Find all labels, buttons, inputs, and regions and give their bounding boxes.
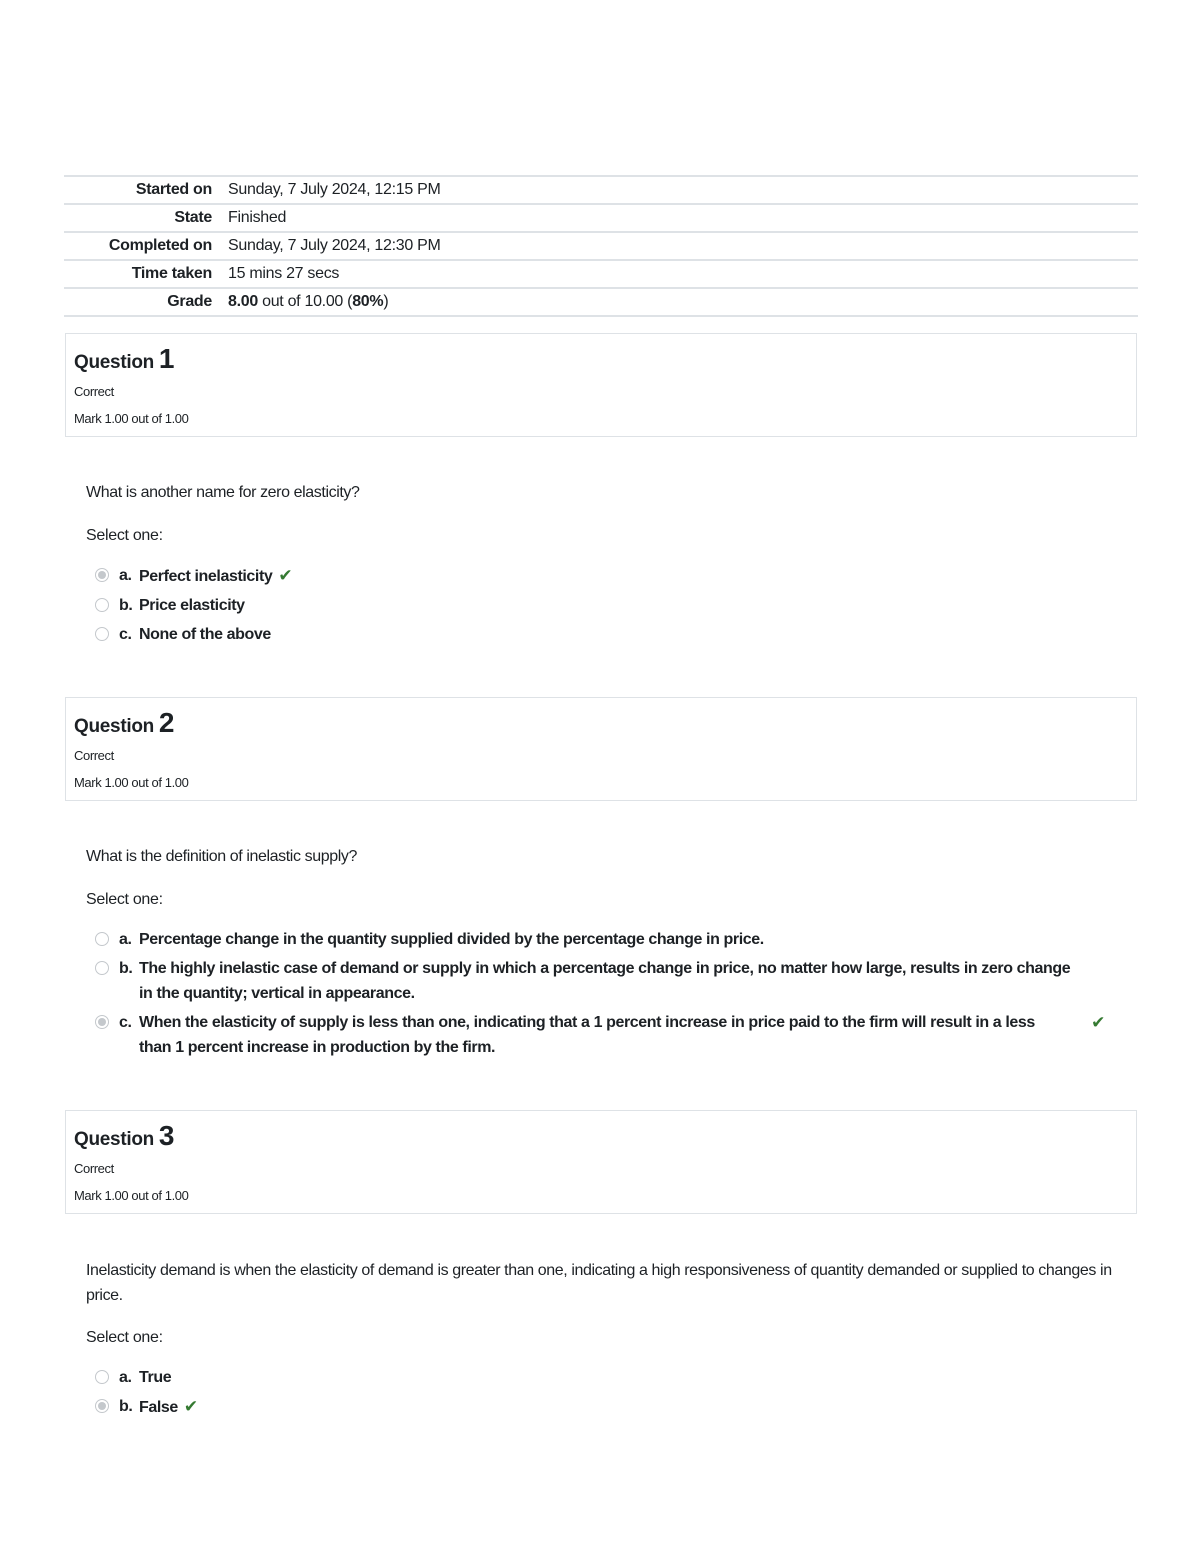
- summary-value: Finished: [228, 209, 287, 226]
- radio-icon[interactable]: [95, 932, 109, 946]
- option-letter: a.: [119, 1369, 132, 1386]
- option-text-wrap: [139, 1394, 1115, 1420]
- question-1-text: What is another name for zero elasticity?: [86, 484, 360, 501]
- question-grade: Mark 1.00 out of 1.00: [74, 1188, 189, 1203]
- question-2-answers: [95, 927, 1115, 1064]
- question-state: Correct: [74, 384, 114, 399]
- summary-value: 15 mins 27 secs: [228, 265, 340, 282]
- answer-option[interactable]: [95, 1365, 1115, 1390]
- grade-percent: 80%: [352, 293, 384, 310]
- option-text: When the elasticity of supply is less than one, indicating that a 1 percent increase in price paid to the firm will result in a less than 1 percent increase in production by the firm.: [139, 1014, 1035, 1056]
- question-grade: Mark 1.00 out of 1.00: [74, 775, 189, 790]
- radio-icon[interactable]: [95, 1370, 109, 1384]
- grade-suffix: out of 10.00 (: [257, 293, 353, 310]
- option-letter: a.: [119, 567, 132, 584]
- answer-option[interactable]: [95, 593, 1115, 618]
- summary-label: Grade: [167, 293, 212, 310]
- radio-icon[interactable]: [95, 1399, 109, 1413]
- summary-row-grade: [64, 288, 1138, 316]
- answer-option[interactable]: [95, 563, 1115, 589]
- summary-label: State: [174, 209, 212, 226]
- grade-score: 8.00: [228, 293, 258, 310]
- radio-icon[interactable]: [95, 1015, 109, 1029]
- summary-grade-value: [228, 288, 1138, 316]
- option-text: Perfect inelasticity: [139, 568, 273, 585]
- question-number: [74, 1119, 1128, 1157]
- answer-option[interactable]: [95, 622, 1115, 647]
- option-letter: b.: [119, 597, 133, 614]
- summary-value: Sunday, 7 July 2024, 12:15 PM: [228, 181, 441, 198]
- summary-label: Started on: [135, 181, 212, 198]
- select-one-prompt: Select one:: [86, 1329, 163, 1346]
- question-num: 1: [158, 343, 175, 374]
- answer-option[interactable]: [95, 956, 1115, 1006]
- option-text: True: [139, 1369, 172, 1386]
- option-text: The highly inelastic case of demand or supply in which a percentage change in price, no matter how large, results in zero change in the quantity; vertical in appearance.: [139, 960, 1071, 1002]
- check-icon: ✔: [1091, 1013, 1105, 1032]
- question-state: Correct: [74, 1161, 114, 1176]
- check-icon: ✔: [278, 566, 293, 585]
- select-one-prompt: Select one:: [86, 891, 163, 908]
- summary-row-state: [64, 204, 1138, 232]
- question-3-answers: [95, 1365, 1115, 1424]
- radio-icon[interactable]: [95, 961, 109, 975]
- option-text: None of the above: [139, 626, 271, 643]
- answer-option[interactable]: [95, 1010, 1115, 1060]
- question-num: 3: [158, 1120, 175, 1151]
- option-text-wrap: [139, 563, 1115, 589]
- question-1-answers: [95, 563, 1115, 651]
- option-letter: b.: [119, 1398, 133, 1415]
- question-2-text: What is the definition of inelastic supply?: [86, 848, 357, 865]
- question-state: Correct: [74, 748, 114, 763]
- check-icon: ✔: [183, 1397, 198, 1416]
- option-letter: b.: [119, 960, 133, 977]
- answer-option[interactable]: [95, 927, 1115, 952]
- attempt-summary-table: [64, 175, 1138, 317]
- option-letter: c.: [119, 626, 132, 643]
- question-num: 2: [158, 707, 175, 738]
- question-number: [74, 706, 1128, 744]
- summary-row-completed: [64, 232, 1138, 260]
- summary-row-started: [64, 176, 1138, 204]
- question-label: Question: [74, 716, 154, 737]
- question-label: Question: [74, 352, 154, 373]
- answer-option[interactable]: [95, 1394, 1115, 1420]
- question-number: [74, 342, 1128, 380]
- select-one-prompt: Select one:: [86, 527, 163, 544]
- option-text: Percentage change in the quantity supplied divided by the percentage change in price.: [139, 931, 764, 948]
- summary-row-time-taken: [64, 260, 1138, 288]
- radio-icon[interactable]: [95, 598, 109, 612]
- question-label: Question: [74, 1129, 154, 1150]
- question-grade: Mark 1.00 out of 1.00: [74, 411, 189, 426]
- radio-icon[interactable]: [95, 568, 109, 582]
- radio-icon[interactable]: [95, 627, 109, 641]
- question-2-info: [65, 697, 1137, 801]
- question-3-text: Inelasticity demand is when the elasticity of demand is greater than one, indicating a high responsiveness of quantity demanded or supplied to changes in price.: [86, 1262, 1112, 1304]
- question-3-info: [65, 1110, 1137, 1214]
- option-text: False: [139, 1399, 178, 1416]
- option-letter: a.: [119, 931, 132, 948]
- grade-close: ): [383, 293, 389, 310]
- question-1-info: [65, 333, 1137, 437]
- summary-value: Sunday, 7 July 2024, 12:30 PM: [228, 237, 441, 254]
- option-text: Price elasticity: [139, 597, 245, 614]
- summary-label: Time taken: [131, 265, 212, 282]
- summary-label: Completed on: [108, 237, 212, 254]
- option-letter: c.: [119, 1014, 132, 1031]
